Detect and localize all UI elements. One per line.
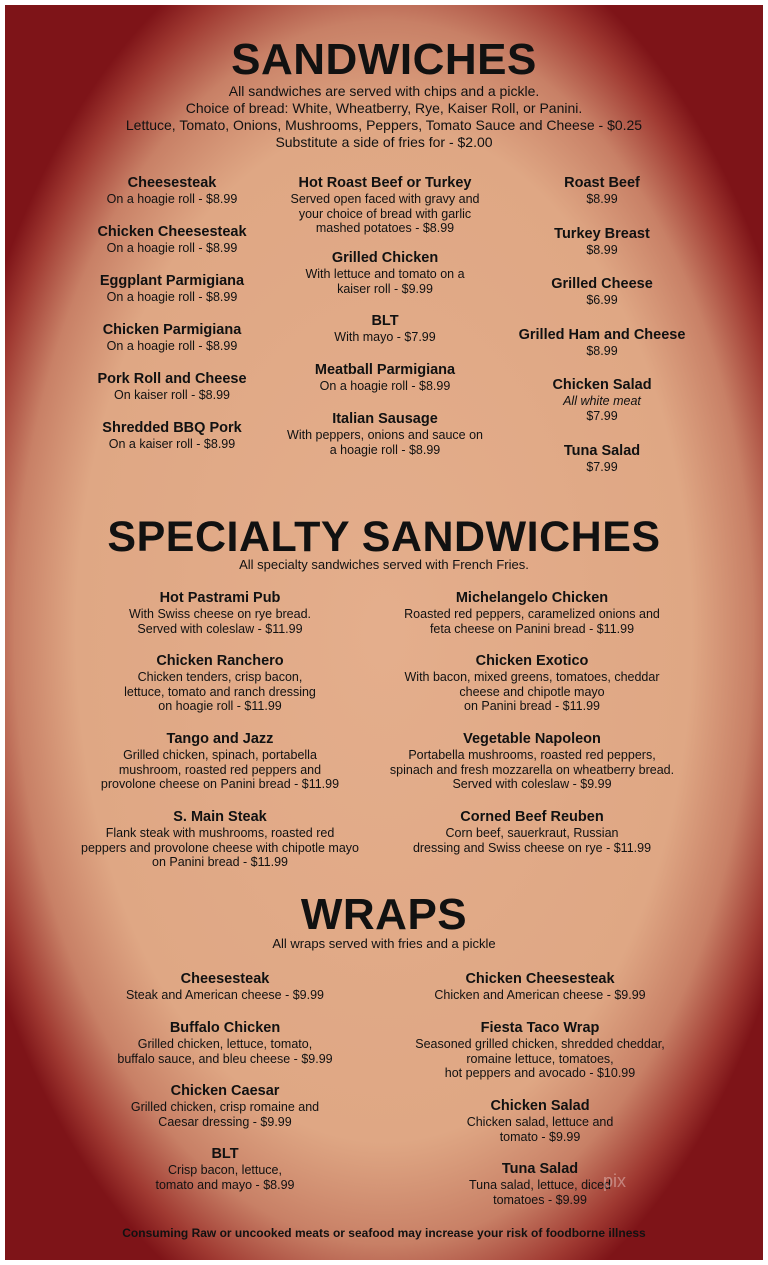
menu-item [497, 443, 707, 475]
item-name: Michelangelo Chicken [455, 590, 609, 606]
item-name: Grilled Ham and Cheese [518, 327, 686, 343]
item-name: Tuna Salad [501, 1161, 579, 1177]
menu-item [57, 371, 287, 403]
item-desc: Tuna salad, lettuce, diced tomatoes - $9.99 [469, 1178, 611, 1207]
item-price: $8.99 [586, 243, 618, 257]
item-note: All white meat [563, 394, 641, 408]
menu-item [497, 276, 707, 308]
item-desc: On a hoagie roll - $8.99 [106, 241, 238, 255]
item-name: Hot Roast Beef or Turkey [298, 175, 472, 191]
item-desc: With Swiss cheese on rye bread. Served with coleslaw - $11.99 [128, 607, 312, 636]
item-desc: With mayo - $7.99 [334, 330, 436, 344]
item-name: Chicken Ranchero [156, 653, 284, 669]
item-name: Chicken Exotico [475, 653, 589, 669]
menu-item [497, 175, 707, 207]
menu-item [65, 809, 375, 870]
item-desc: On a hoagie roll - $8.99 [106, 192, 238, 206]
item-desc: Chicken salad, lettuce and tomato - $9.99 [466, 1115, 614, 1144]
item-desc: Grilled chicken, crisp romaine and Caesar dressing - $9.99 [130, 1100, 320, 1129]
item-desc: On a hoagie roll - $8.99 [319, 379, 451, 393]
item-desc: Steak and American cheese - $9.99 [125, 988, 325, 1002]
menu-item [390, 1020, 690, 1081]
item-price: $8.99 [586, 192, 618, 206]
item-desc: With peppers, onions and sauce on a hoagie roll - $8.99 [287, 428, 483, 457]
specialty-heading: SPECIALTY SANDWICHES [107, 513, 661, 561]
menu-item [390, 1161, 690, 1207]
item-desc: With lettuce and tomato on a kaiser roll - $9.99 [305, 267, 465, 296]
item-name: Italian Sausage [332, 411, 438, 427]
menu-item [90, 1020, 360, 1066]
item-desc: Grilled chicken, lettuce, tomato, buffalo sauce, and bleu cheese - $9.99 [117, 1037, 333, 1066]
sandwiches-intro [5, 83, 763, 151]
menu-item [377, 653, 687, 714]
item-name: S. Main Steak [173, 809, 267, 825]
item-name: BLT [211, 1146, 239, 1162]
item-desc: On a hoagie roll - $8.99 [106, 290, 238, 304]
menu-item [497, 226, 707, 258]
intro-line: Substitute a side of fries for - $2.00 [275, 134, 493, 150]
menu-item [57, 322, 287, 354]
item-name: Chicken Cheesesteak [97, 224, 247, 240]
wraps-heading: WRAPS [300, 890, 468, 939]
menu-item [65, 653, 375, 714]
item-name: Tango and Jazz [166, 731, 274, 747]
menu-item [497, 327, 707, 359]
item-name: Buffalo Chicken [169, 1020, 281, 1036]
item-name: Cheesesteak [180, 971, 270, 987]
item-desc: Grilled chicken, spinach, portabella mushroom, roasted red peppers and provolone cheese on Panini bread - $11.99 [100, 748, 340, 791]
menu-item [90, 1146, 360, 1192]
item-desc: Served open faced with gravy and your choice of bread with garlic mashed potatoes - $8.99 [290, 192, 480, 235]
menu-item [65, 731, 375, 792]
item-desc: Chicken tenders, crisp bacon, lettuce, tomato and ranch dressing on hoagie roll - $11.99 [124, 670, 316, 713]
item-desc: With bacon, mixed greens, tomatoes, cheddar cheese and chipotle mayo on Panini bread - $11.99 [404, 670, 660, 713]
menu-item [377, 731, 687, 792]
item-desc: On a hoagie roll - $8.99 [106, 339, 238, 353]
item-price: $7.99 [586, 408, 618, 423]
intro-line: Lettuce, Tomato, Onions, Mushrooms, Peppers, Tomato Sauce and Cheese - $0.25 [125, 117, 643, 133]
item-name: Eggplant Parmigiana [99, 273, 245, 289]
menu-item [90, 971, 360, 1003]
item-name: Chicken Salad [552, 377, 652, 393]
item-name: Roast Beef [564, 175, 640, 191]
item-name: Tuna Salad [563, 443, 641, 459]
menu-item [377, 809, 687, 855]
item-name: Grilled Chicken [331, 250, 439, 266]
health-warning: Consuming Raw or uncooked meats or seafood may increase your risk of foodborne illness [122, 1226, 646, 1240]
watermark: pix [603, 1171, 627, 1191]
menu-item [377, 590, 687, 636]
item-name: Chicken Caesar [170, 1083, 280, 1099]
item-name: Shredded BBQ Pork [102, 420, 242, 436]
item-price: $8.99 [586, 344, 618, 358]
item-price: $6.99 [586, 293, 618, 307]
item-desc: Roasted red peppers, caramelized onions and feta cheese on Panini bread - $11.99 [404, 607, 660, 636]
item-desc: Chicken and American cheese - $9.99 [434, 988, 646, 1002]
item-name: Fiesta Taco Wrap [480, 1020, 600, 1036]
item-name: Chicken Salad [490, 1098, 590, 1114]
item-name: Grilled Cheese [551, 276, 653, 292]
sandwiches-heading: SANDWICHES [231, 35, 537, 84]
item-desc: Seasoned grilled chicken, shredded cheddar, romaine lettuce, tomatoes, hot peppers and avocado - $10.99 [415, 1037, 665, 1080]
menu-item [270, 411, 500, 457]
menu-item [90, 1083, 360, 1129]
item-desc: On kaiser roll - $8.99 [113, 388, 231, 402]
intro-line: Choice of bread: White, Wheatberry, Rye, Kaiser Roll, or Panini. [185, 100, 583, 116]
item-name: Chicken Parmigiana [102, 322, 242, 338]
menu-page [5, 5, 763, 1260]
item-desc: Crisp bacon, lettuce, tomato and mayo - $8.99 [155, 1163, 295, 1192]
specialty-intro: All specialty sandwiches served with French Fries. [239, 557, 529, 572]
item-name: Chicken Cheesesteak [465, 971, 615, 987]
menu-item [57, 420, 287, 452]
menu-item [270, 313, 500, 345]
item-name: Hot Pastrami Pub [159, 590, 281, 606]
item-desc: Flank steak with mushrooms, roasted red peppers and provolone cheese with chipotle mayo on Panini bread - $11.99 [81, 826, 359, 869]
item-desc: On a kaiser roll - $8.99 [108, 437, 236, 451]
item-name: Pork Roll and Cheese [97, 371, 247, 387]
item-name: Meatball Parmigiana [314, 362, 456, 378]
item-name: Turkey Breast [554, 226, 650, 242]
menu-item [57, 175, 287, 207]
menu-item [57, 273, 287, 305]
item-name: Cheesesteak [127, 175, 217, 191]
item-price: $7.99 [586, 460, 618, 474]
item-desc: Corn beef, sauerkraut, Russian dressing and Swiss cheese on rye - $11.99 [412, 826, 652, 855]
menu-item [270, 250, 500, 296]
menu-item [270, 362, 500, 394]
intro-line: All sandwiches are served with chips and a pickle. [228, 83, 540, 99]
item-name: BLT [371, 313, 399, 329]
menu-item [65, 590, 375, 636]
menu-item [57, 224, 287, 256]
item-desc: Portabella mushrooms, roasted red peppers, spinach and fresh mozzarella on wheatberry bread. Served with coleslaw - $9.99 [389, 748, 675, 791]
wraps-intro: All wraps served with fries and a pickle [272, 936, 496, 951]
item-name: Vegetable Napoleon [463, 731, 601, 747]
menu-item [390, 1098, 690, 1144]
menu-item [497, 377, 707, 423]
menu-item [390, 971, 690, 1003]
menu-item [270, 175, 500, 236]
item-name: Corned Beef Reuben [460, 809, 604, 825]
